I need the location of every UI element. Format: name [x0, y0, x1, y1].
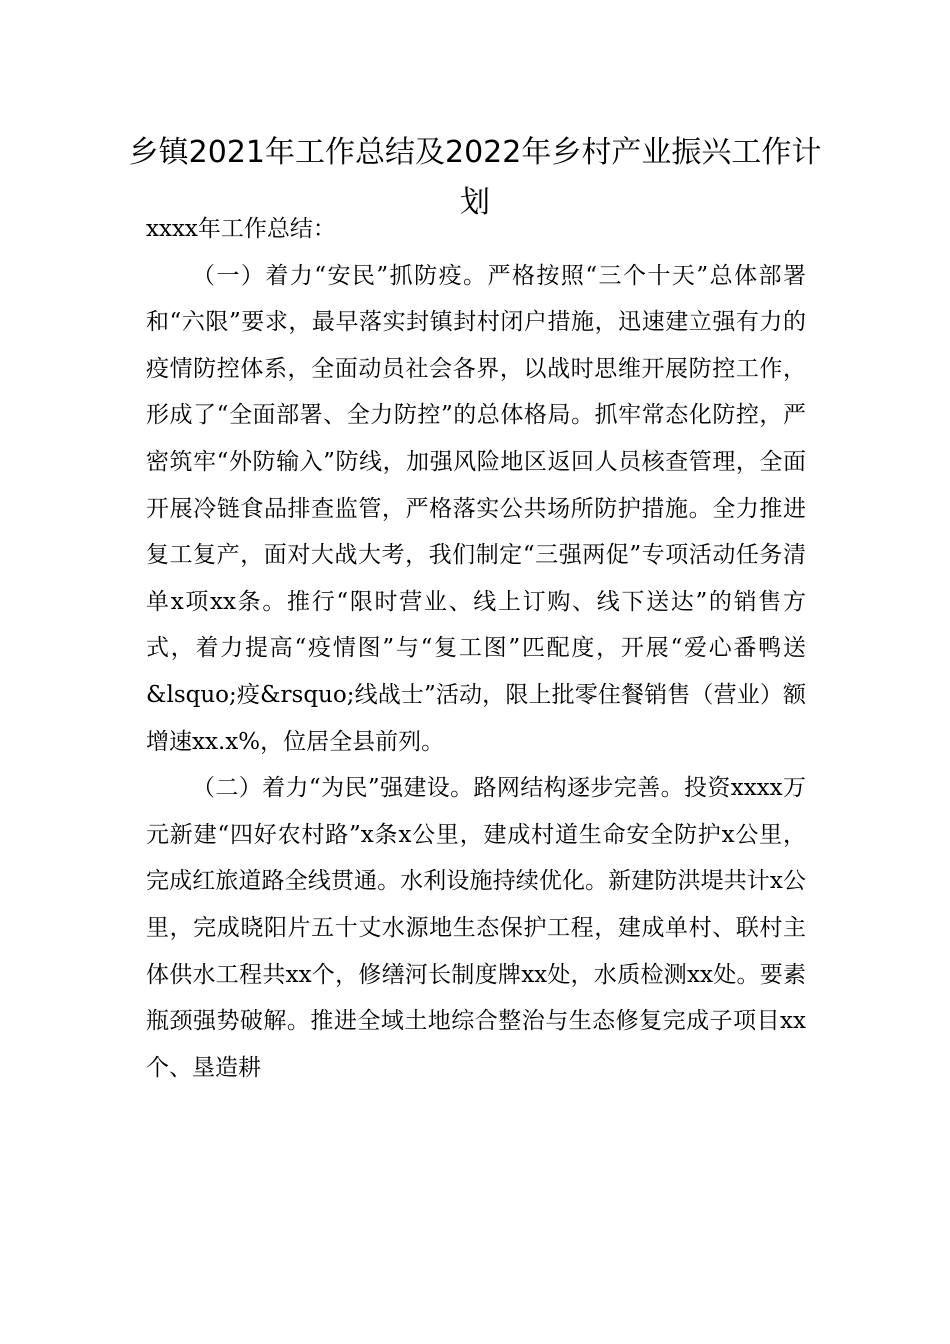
paragraph-1: （一）着力“安民”抓防疫。严格按照“三个十天”总体部署和“六限”要求，最早落实封镇封村闭户措施，迅速建立强有力的疫情防控体系，全面动员社会各界，以战时思维开展防控工作，形成了“全面部署、全力防控”的总体格局。抓牢常态化防控，严密筑牢“外防输入”防线，加强风险地区返回人员核查管理，全面开展冷链食品排查监管，严格落实公共场所防护措施。全力推进复工复产，面对大战大考，我们制定“三强两促”专项活动任务清单x项xx条。推行“限时营业、线上订购、线下送达”的销售方式，着力提高“疫情图”与“复工图”匹配度，开展“爱心番鸭送&lsquo;疫&rsquo;线战士”活动，限上批零住餐销售（营业）额增速xx.x%，位居全县前列。: [146, 262, 806, 755]
paragraph-2: （二）着力“为民”强建设。路网结构逐步完善。投资xxxx万元新建“四好农村路”x条x公里，建成村道生命安全防护x公里，完成红旅道路全线贯通。水利设施持续优化。新建防洪堤共计x公里，完成晓阳片五十丈水源地生态保护工程，建成单村、联村主体供水工程共xx个，修缮河长制度牌xx处，水质检测xx处。要素瓶颈强势破解。推进全域土地综合整治与生态修复完成子项目xx个、垦造耕: [146, 775, 806, 1081]
document-body: [146, 206, 806, 1091]
section-heading: xxxx年工作总结：: [146, 216, 336, 242]
document-title: 乡镇2021年工作总结及2022年乡村产业振兴工作计划: [128, 135, 822, 220]
